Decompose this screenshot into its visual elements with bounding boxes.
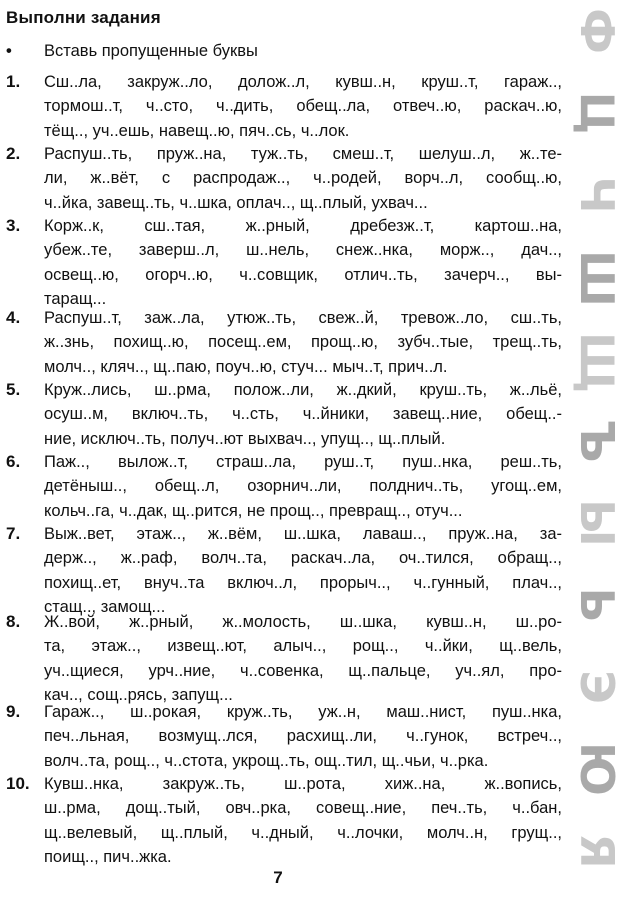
exercise-line: ш..рма, дощ..тый, овч..рка, совещ..ние, печ..ть, ч..бан, [44, 799, 562, 818]
exercise-line: стащ.., замощ... [44, 598, 166, 617]
exercise-line: Паж.., вылож..т, страш..ла, руш..т, пуш..нка, реш..ть, [44, 453, 562, 471]
exercise [6, 142, 562, 215]
side-alphabet-letter: Ч [570, 176, 624, 214]
exercise [6, 610, 562, 708]
exercise-number: 6. [6, 452, 21, 471]
exercise-line: молч.., кляч.., щ..паю, поуч..ю, стуч... мыч..т, прич..л. [44, 357, 448, 376]
instruction-text: Вставь пропущенные буквы [44, 42, 258, 60]
exercise-line: Круж..лись, ш..рма, полож..ли, ж..дкий, круш..ть, ж..льё, [44, 381, 562, 399]
exercise-number: 3. [6, 216, 21, 235]
exercise-line: ли, ж..вёт, с распродаж.., ч..родей, ворч..л, сообщ..ю, [44, 169, 562, 188]
exercise-line: поищ.., пич..жка. [44, 848, 172, 867]
exercise-text [44, 772, 562, 870]
exercise-text [44, 700, 562, 773]
side-alphabet-letter: Ф [570, 8, 624, 54]
exercise-number: 4. [6, 308, 21, 327]
side-alphabet-letter: Ъ [570, 419, 624, 463]
exercise-number: 7. [6, 524, 21, 543]
exercise-text [44, 378, 562, 451]
exercise-line: держ.., ж..раф, волч..та, раскач..ла, оч..тился, обращ.., [44, 549, 562, 568]
side-alphabet-letter: Ш [570, 250, 624, 307]
exercise [6, 214, 562, 312]
exercise-text [44, 610, 562, 708]
exercise [6, 772, 562, 870]
side-alphabet-letter: Я [570, 833, 624, 869]
side-alphabet-letter: Ю [570, 742, 624, 796]
exercise-number: 5. [6, 380, 21, 399]
exercise [6, 700, 562, 773]
exercise-number: 1. [6, 72, 21, 91]
exercise-number: 9. [6, 702, 21, 721]
exercise [6, 378, 562, 451]
exercise-number: 10. [6, 774, 30, 793]
side-alphabet-letter: Ы [570, 499, 624, 547]
exercise-line: Распуш..т, заж..ла, утюж..ть, свеж..й, тревож..ло, сш..ть, [44, 309, 562, 327]
exercise-line: печ..льная, возмущ..лся, расхищ..ли, ч..гунок, встреч.., [44, 727, 562, 746]
exercise-line: Ж..вой, ж..рный, ж..молость, ш..шка, кувш..н, ш..ро- [44, 613, 562, 631]
exercise-text [44, 450, 562, 523]
exercise-line: тёщ.., уч..ешь, навещ..ю, пяч..сь, ч..лок. [44, 121, 350, 140]
bullet-mark: • [6, 42, 12, 60]
exercise-line: ние, исключ..ть, получ..ют выхвач.., упущ.., щ..плый. [44, 429, 446, 448]
side-alphabet-letter: Ц [570, 91, 624, 135]
exercise-line: Выж..вет, этаж.., ж..вём, ш..шка, лаваш.., пруж..на, за- [44, 525, 562, 543]
exercise [6, 522, 562, 620]
exercise-number: 2. [6, 144, 21, 163]
exercise-line: детёныш.., обещ..л, озорнич..ли, полднич..ть, угощ..ем, [44, 477, 562, 496]
exercise-text [44, 306, 562, 379]
exercise-line: щ..велевый, щ..плый, ч..дный, ч..лочки, молч..н, грущ.., [44, 823, 562, 842]
exercise-line: Распуш..ть, пруж..на, туж..ть, смеш..т, шелуш..л, ж..те- [44, 145, 562, 163]
exercise-line: осуш..м, включ..ть, ч..сть, ч..йники, завещ..ние, обещ..- [44, 405, 562, 424]
page-number: 7 [273, 868, 283, 887]
instruction [6, 40, 258, 62]
page-title: Выполни задания [6, 8, 161, 27]
exercise-line: ч..йка, завещ..ть, ч..шка, оплач.., щ..плый, ухвач... [44, 193, 428, 212]
exercise-line: кач.., сощ..рясь, запущ... [44, 686, 233, 705]
exercise-line: тормош..т, ч..сто, ч..дить, обещ..ла, отвеч..ю, раскач..ю, [44, 97, 562, 116]
exercise-text [44, 70, 562, 143]
exercise-number: 8. [6, 612, 21, 631]
exercise-text [44, 214, 562, 312]
exercise [6, 306, 562, 379]
exercise-line: таращ... [44, 290, 107, 309]
exercise-line: освещ..ю, огорч..ю, ч..совщик, отлич..ть, зачерч.., вы- [44, 265, 562, 284]
exercise-line: убеж..те, заверш..л, ш..нель, снеж..нка, морж.., дач.., [44, 241, 562, 260]
exercise-line: Корж..к, сш..тая, ж..рный, дребезж..т, картош..на, [44, 217, 562, 235]
exercise-line: Кувш..нка, закруж..ть, ш..рота, хиж..на, ж..вопись, [44, 775, 562, 793]
exercise-line: ж..знь, похищ..ю, посещ..ем, прощ..ю, зубч..тые, трещ..ть, [44, 333, 562, 352]
exercise-line: уч..щиеся, урч..ние, ч..совенка, щ..пальце, уч..ял, про- [44, 661, 562, 680]
exercise-line: та, этаж.., извещ..ют, алыч.., рощ.., ч..йки, щ..вель, [44, 637, 562, 656]
side-alphabet-letter: Щ [570, 332, 624, 393]
exercise-text [44, 522, 562, 620]
exercise-line: Гараж.., ш..рокая, круж..ть, уж..н, маш..нист, пуш..нка, [44, 703, 562, 721]
exercise [6, 450, 562, 523]
exercise-line: похищ..ет, внуч..та включ..л, прорыч.., ч..гунный, плач.., [44, 573, 562, 592]
exercise-line: Сш..ла, закруж..ло, долож..л, кувш..н, круш..т, гараж.., [44, 73, 562, 91]
exercise-line: волч..та, рощ.., ч..стота, укрощ..ть, ощ..тил, щ..чьи, ч..рка. [44, 751, 489, 770]
exercise [6, 70, 562, 143]
alphabet-side-strip [568, 0, 630, 908]
side-alphabet-letter: Ь [570, 587, 624, 623]
side-alphabet-letter: Э [570, 670, 624, 704]
exercise-line: кольч..га, ч..дак, щ..рится, не прощ.., превращ.., отуч... [44, 501, 463, 520]
exercise-text [44, 142, 562, 215]
